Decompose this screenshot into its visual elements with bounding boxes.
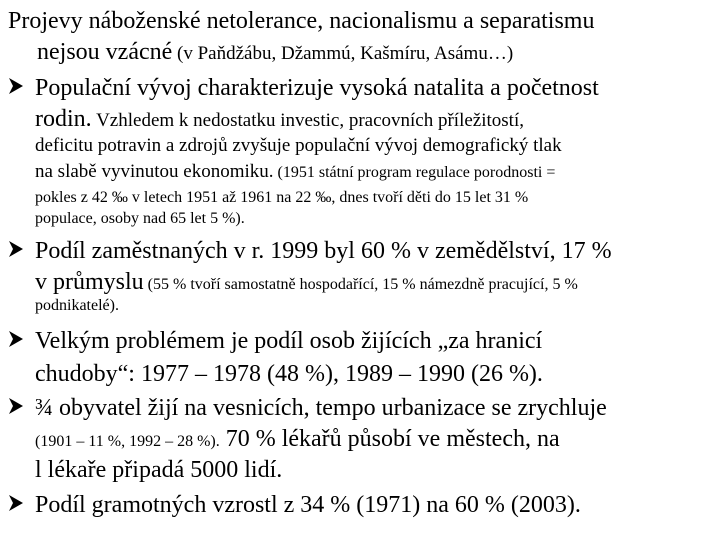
- bullet-2-text: v průmyslu: [35, 269, 144, 295]
- bullet-arrow-icon: [7, 330, 25, 348]
- bullet-4-doctors: 70 % lékařů působí ve městech, na: [219, 426, 560, 452]
- bullet-4-line-3: l lékaře připadá 5000 lidí.: [35, 457, 283, 483]
- bullet-1-program: (1951 státní program regulace porodnosti =: [273, 164, 556, 181]
- intro-text: nejsou vzácné: [37, 39, 173, 65]
- bullet-1-subtext: Vzhledem k nedostatku investic, pracovních příležitostí,: [91, 110, 524, 131]
- bullet-1-line-6: populace, osoby nad 65 let 5 %).: [35, 210, 245, 227]
- bullet-4-line-2: [35, 427, 560, 451]
- bullet-2-line-1: Podíl zaměstnaných v r. 1999 byl 60 % v zemědělství, 17 %: [35, 238, 612, 264]
- bullet-5-line-1: Podíl gramotných vzrostl z 34 % (1971) na 60 % (2003).: [35, 492, 581, 518]
- bullet-arrow-icon: [7, 77, 25, 95]
- bullet-arrow-icon: [7, 240, 25, 258]
- bullet-4-years: (1901 – 11 %, 1992 – 28 %).: [35, 433, 220, 450]
- bullet-1-line-4: [35, 162, 555, 181]
- intro-places: (v Paňdžábu, Džammú, Kašmíru, Asámu…): [172, 43, 514, 64]
- intro-line-2: [37, 40, 513, 64]
- bullet-1-text: rodin.: [35, 106, 92, 132]
- bullet-arrow-icon: [7, 494, 25, 512]
- bullet-3-line-1: Velkým problémem je podíl osob žijících „za hranicí: [35, 328, 543, 354]
- bullet-4-line-1: ¾ obyvatel žijí na vesnicích, tempo urbanizace se zrychluje: [35, 395, 607, 421]
- bullet-2-subtext: (55 % tvoří samostatně hospodařící, 15 % námezdně pracující, 5 %: [143, 276, 578, 293]
- bullet-1-line-3: deficitu potravin a zdrojů zvyšuje populační vývoj demografický tlak: [35, 135, 562, 156]
- intro-line-1: Projevy náboženské netolerance, nacionalismu a separatismu: [8, 8, 595, 34]
- bullet-arrow-icon: [7, 397, 25, 415]
- bullet-1-line-1: Populační vývoj charakterizuje vysoká natalita a početnost: [35, 75, 599, 101]
- bullet-2-line-3: podnikatelé).: [35, 297, 119, 314]
- bullet-2-line-2: [35, 270, 578, 294]
- bullet-1-line-2: [35, 107, 524, 131]
- bullet-1-economy: na slabě vyvinutou ekonomiku.: [35, 161, 274, 182]
- bullet-3-line-2: chudoby“: 1977 – 1978 (48 %), 1989 – 1990 (26 %).: [35, 361, 543, 387]
- bullet-1-line-5: pokles z 42 ‰ v letech 1951 až 1961 na 22 ‰, dnes tvoří děti do 15 let 31 %: [35, 189, 529, 206]
